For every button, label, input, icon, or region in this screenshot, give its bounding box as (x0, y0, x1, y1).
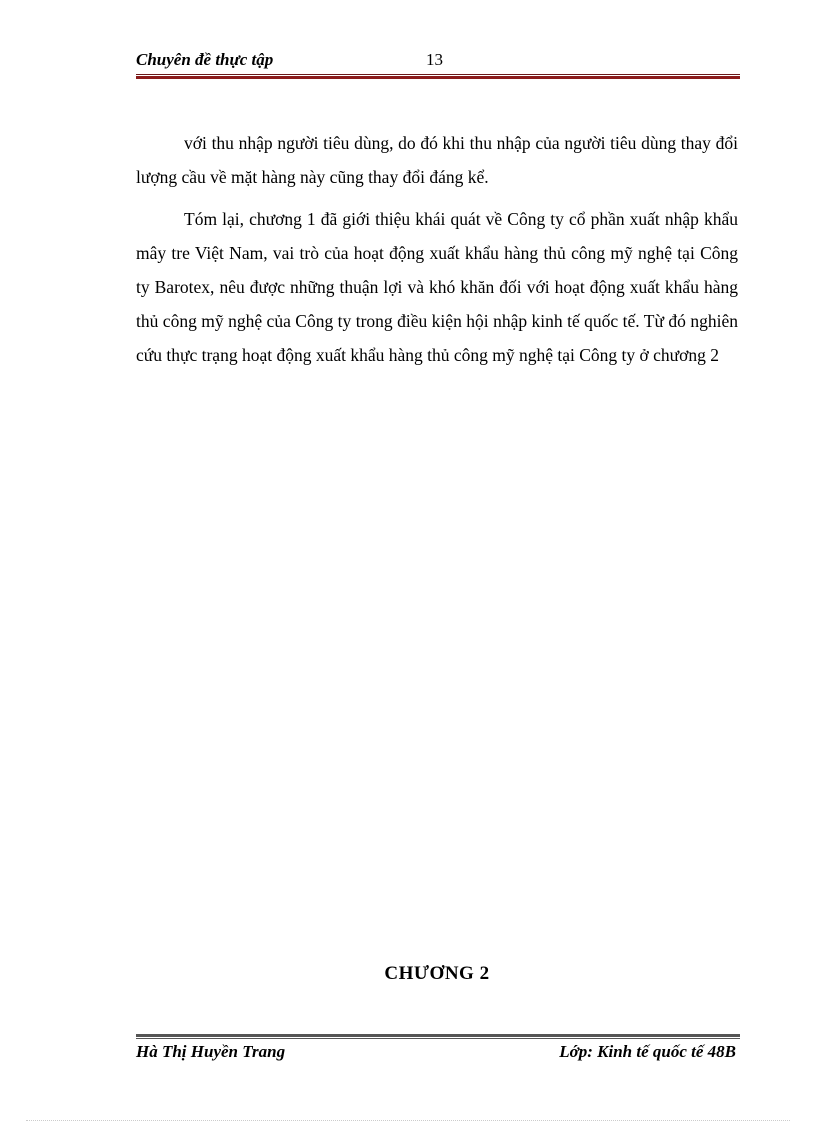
chapter-heading: CHƯƠNG 2 (384, 963, 490, 984)
body-text (136, 126, 738, 380)
footer-rule-thin (136, 1038, 740, 1039)
page-number: 13 (426, 50, 443, 69)
footer-rule-thick (136, 1034, 740, 1037)
footer-author: Hà Thị Huyền Trang (136, 1042, 286, 1061)
header-rule-thick (136, 76, 740, 79)
header-title: Chuyên đề thực tập (136, 50, 274, 69)
page-bottom-border (26, 1120, 790, 1121)
footer-class: Lớp: Kinh tế quốc tế 48B (559, 1042, 736, 1061)
paragraph-summary: Tóm lại, chương 1 đã giới thiệu khái quát về Công ty cổ phần xuất nhập khẩu mây tre Việt Nam, vai trò của hoạt động xuất khẩu hàng thủ công mỹ nghệ tại Công ty Barotex, nêu được những thuận lợi và khó khăn đối với hoạt động xuất khẩu hàng thủ công mỹ nghệ của Công ty trong điều kiện hội nhập kinh tế quốc tế. Từ đó nghiên cứu thực trạng hoạt động xuất khẩu hàng thủ công mỹ nghệ tại Công ty ở chương 2 (136, 209, 738, 365)
header-rule-thin (136, 74, 740, 75)
paragraph-continuation: với thu nhập người tiêu dùng, do đó khi thu nhập của người tiêu dùng thay đổi lượng cầu về mặt hàng này cũng thay đổi đáng kể. (136, 133, 738, 187)
page-header (136, 48, 740, 72)
